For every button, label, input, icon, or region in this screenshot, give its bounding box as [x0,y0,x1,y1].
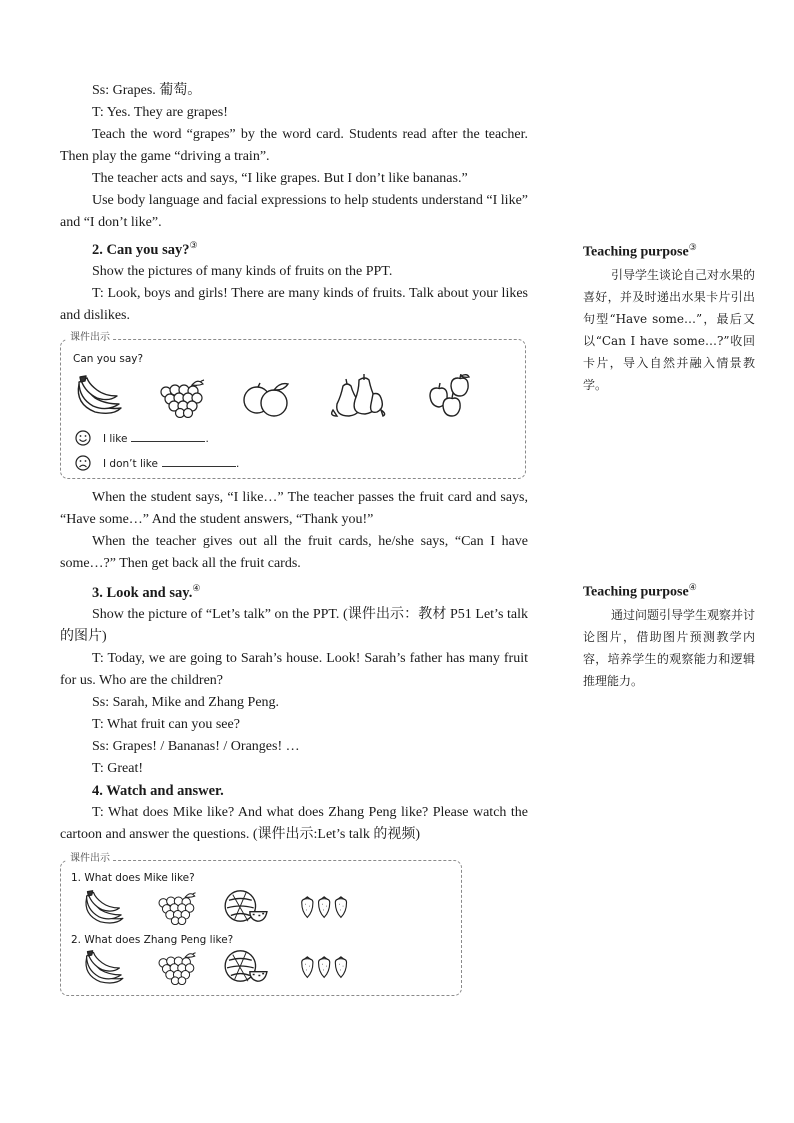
apple-icon [425,374,475,418]
question-zhang-peng: 2. What does Zhang Peng like? [71,933,234,946]
note-marker: ④ [192,582,201,593]
pear-icon [329,372,389,418]
instruction-paragraph: When the student says, “I like…” The teacher passes the fruit card and says, “Have some…” And the student answers, “Thank you!” [60,489,528,527]
dislike-label: I don’t like [103,457,158,470]
instruction-paragraph: When the teacher gives out all the fruit cards, he/she says, “Can I have some…?” Then get back all the fruit cards. [60,533,528,571]
dialogue-line: T: Today, we are going to Sarah’s house. Look! Sarah’s father has many fruit for us. Who are the children? [60,650,528,688]
watermelon-icon [223,947,271,985]
like-sentence-line [75,428,209,450]
instruction-paragraph: Show the pictures of many kinds of fruits on the PPT. [92,263,393,279]
banana-icon [73,374,123,418]
blank-period: . [235,457,240,470]
answer-blank [131,431,205,442]
teaching-purpose-text: 引导学生谈论自己对水果的喜好，并及时递出水果卡片引出句型“Have some…”，最后又以“Can I have some…?”收回卡片，导入自然并融入情景教学。 [583,267,756,392]
dialogue-line: T: Yes. They are grapes! [92,105,228,120]
dialogue-line: Ss: Grapes. 葡萄。 [92,83,202,98]
dislike-sentence-line [75,453,239,475]
note-marker: ④ [688,582,697,592]
blank-period: . [205,432,209,445]
banana-icon [81,889,125,927]
grapes-icon [153,891,199,925]
teaching-purpose-4 [583,576,755,692]
grapes-icon [155,378,207,418]
note-marker: ③ [189,240,198,250]
orange-icon [239,378,295,418]
teaching-purpose-text: 通过问题引导学生观察并讨论图片，借助图片预测教学内容，培养学生的观察能力和逻辑推理能力。 [583,607,756,688]
section-heading-watch-and-answer: 4. Watch and answer. [92,782,224,799]
teaching-purpose-3 [583,236,755,396]
dialogue-line: Ss: Sarah, Mike and Zhang Peng. [92,694,280,710]
teaching-purpose-title: Teaching purpose③ [583,242,697,260]
box-title: Can you say? [73,352,144,365]
smile-icon [75,430,91,446]
instruction-paragraph: The teacher acts and says, “I like grapes. But I don’t like bananas.” [92,171,468,186]
banana-icon [81,949,125,987]
courseware-box-can-you-say [60,331,526,479]
section-heading-can-you-say: 2. Can you say?③ [92,240,198,258]
strawberry-icon [297,955,355,983]
courseware-tag: 课件出示 [67,331,113,345]
grapes-icon [153,951,199,985]
lesson-main-column [60,80,528,996]
instruction-paragraph: Teach the word “grapes” by the word card. Students read after the teacher. Then play the game “driving a train”. [60,127,528,164]
courseware-tag: 课件出示 [67,852,113,866]
dialogue-line: T: Look, boys and girls! There are many kinds of fruits. Talk about your likes and dislikes. [60,285,528,323]
dialogue-line: T: Great! [92,760,143,776]
dialogue-line: T: What fruit can you see? [92,716,240,732]
answer-blank [162,456,236,467]
courseware-box-questions [60,852,462,996]
teaching-purpose-title: Teaching purpose④ [583,582,697,600]
question-mike: 1. What does Mike like? [71,871,195,884]
instruction-paragraph: Show the picture of “Let’s talk” on the PPT. (课件出示：教材 P51 Let’s talk 的图片) [60,606,528,644]
frown-icon [75,455,91,471]
note-marker: ③ [688,242,697,252]
dialogue-line: T: What does Mike like? And what does Zhang Peng like? Please watch the cartoon and answer the questions. (课件出示:Let’s talk 的视频) [60,804,528,842]
strawberry-icon [297,895,355,923]
dialogue-line: Ss: Grapes! / Bananas! / Oranges! … [92,738,300,754]
watermelon-icon [223,887,271,925]
section-heading-look-and-say: 3. Look and say.④ [92,582,201,601]
instruction-paragraph: Use body language and facial expressions to help students understand “I like” and “I don’t like”. [60,193,528,230]
like-label: I like [103,432,128,445]
